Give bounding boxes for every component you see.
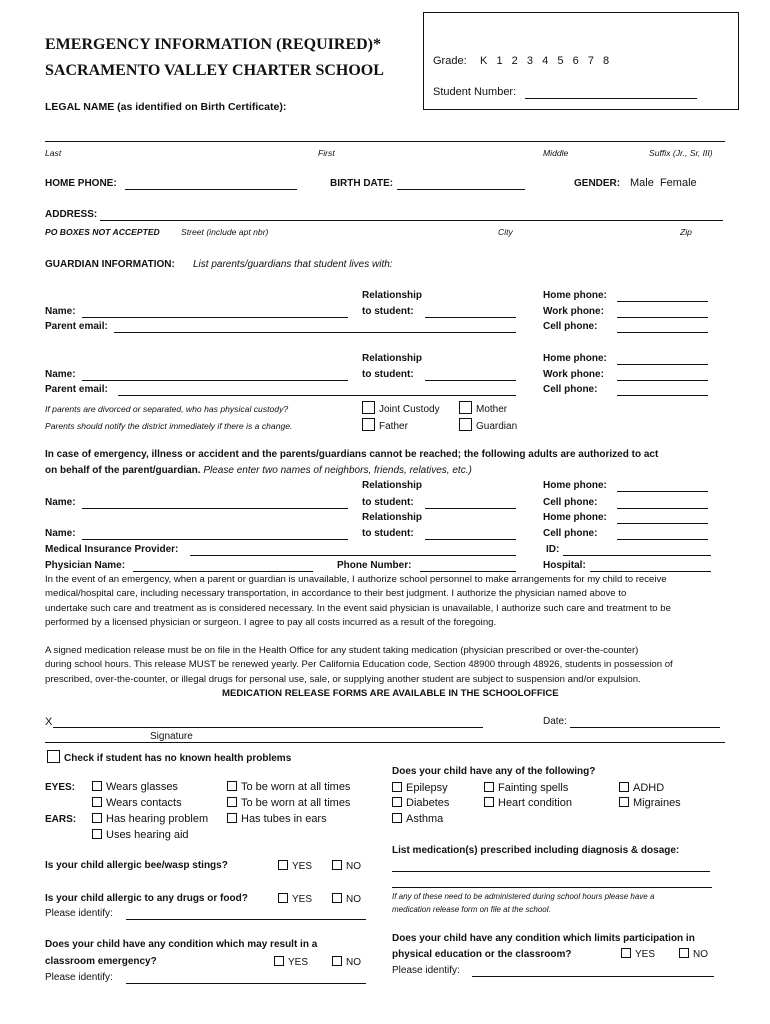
limits-question-2: physical education or the classroom? bbox=[392, 949, 572, 960]
ears-label: EARS: bbox=[45, 814, 77, 825]
mother-checkbox[interactable]: Mother bbox=[459, 401, 507, 415]
e2-name-field[interactable] bbox=[82, 539, 348, 540]
hearing-aid-checkbox[interactable]: Uses hearing aid bbox=[92, 829, 189, 841]
guardian-heading-note: List parents/guardians that student lives with: bbox=[193, 259, 393, 270]
g1-cell-phone-label: Cell phone: bbox=[543, 321, 598, 332]
physician-field[interactable] bbox=[133, 571, 313, 572]
g1-email-field[interactable] bbox=[114, 332, 516, 333]
e1-home-phone-field[interactable] bbox=[617, 491, 708, 492]
g1-to-student-label: to student: bbox=[362, 306, 414, 317]
checkbox-icon bbox=[362, 401, 375, 414]
contacts-all-times-checkbox[interactable]: To be worn at all times bbox=[227, 797, 350, 809]
e1-home-phone-label: Home phone: bbox=[543, 480, 607, 491]
guardian-heading: GUARDIAN INFORMATION: bbox=[45, 259, 175, 270]
e2-home-phone-field[interactable] bbox=[617, 523, 708, 524]
last-label: Last bbox=[45, 148, 62, 158]
birth-date-field[interactable] bbox=[397, 189, 525, 190]
checkbox-icon bbox=[459, 401, 472, 414]
tubes-checkbox[interactable]: Has tubes in ears bbox=[227, 813, 327, 825]
section-divider bbox=[45, 742, 725, 743]
notify-note: Parents should notify the district immediately if there is a change. bbox=[45, 421, 293, 431]
drug-identify-field[interactable] bbox=[126, 919, 366, 920]
g2-cell-phone-label: Cell phone: bbox=[543, 384, 598, 395]
limits-question-1: Does your child have any condition which limits participation in bbox=[392, 933, 695, 944]
insurance-label: Medical Insurance Provider: bbox=[45, 544, 179, 555]
physician-label: Physician Name: bbox=[45, 560, 126, 571]
g2-name-label: Name: bbox=[45, 369, 76, 380]
condition-no-checkbox[interactable]: NO bbox=[332, 956, 361, 968]
suffix-label: Suffix (Jr., Sr, III) bbox=[649, 148, 713, 158]
admin-note-1: If any of these need to be administered during school hours please have a bbox=[392, 892, 655, 901]
form-title-line1: EMERGENCY INFORMATION (REQUIRED)* bbox=[45, 36, 381, 53]
date-field[interactable] bbox=[570, 727, 720, 728]
adhd-checkbox[interactable]: ADHD bbox=[619, 782, 664, 794]
g2-cell-phone-field[interactable] bbox=[617, 395, 708, 396]
g1-home-phone-label: Home phone: bbox=[543, 290, 607, 301]
condition-yes-checkbox[interactable]: YES bbox=[274, 956, 308, 968]
condition-identify-field[interactable] bbox=[126, 983, 366, 984]
g1-home-phone-field[interactable] bbox=[617, 301, 708, 302]
e1-relationship-label: Relationship bbox=[362, 480, 423, 491]
g2-home-phone-label: Home phone: bbox=[543, 353, 607, 364]
g2-home-phone-field[interactable] bbox=[617, 364, 708, 365]
e1-name-label: Name: bbox=[45, 497, 76, 508]
e2-name-label: Name: bbox=[45, 528, 76, 539]
checkbox-icon bbox=[484, 782, 494, 792]
checkbox-icon bbox=[332, 893, 342, 903]
drug-question: Is your child allergic to any drugs or food? bbox=[45, 893, 248, 904]
checkbox-icon bbox=[92, 797, 102, 807]
city-label: City bbox=[498, 227, 513, 237]
limits-identify-label: Please identify: bbox=[392, 965, 460, 976]
g1-name-field[interactable] bbox=[82, 317, 348, 318]
e2-to-student-label: to student: bbox=[362, 528, 414, 539]
medication-paragraph: A signed medication release must be on file in the Health Office for any student taking medication (physician prescribed or over-the-counter) during school hours. This release MUST be renewed yearly. Per California Education code, Section 48900 through 48926, students in possession of prescribed, over-the-counter, or illegal drugs for personal use, sale, or supplying another student are subject to suspension and/or expulsion. bbox=[45, 645, 673, 685]
diabetes-checkbox[interactable]: Diabetes bbox=[392, 797, 449, 809]
legal-name-label: LEGAL NAME (as identified on Birth Certificate): bbox=[45, 101, 287, 113]
g2-work-phone-field[interactable] bbox=[617, 380, 708, 381]
checkbox-icon bbox=[92, 829, 102, 839]
g2-email-field[interactable] bbox=[118, 395, 516, 396]
father-checkbox[interactable]: Father bbox=[362, 418, 408, 432]
po-boxes-note: PO BOXES NOT ACCEPTED bbox=[45, 227, 160, 237]
first-label: First bbox=[318, 148, 335, 158]
g1-cell-phone-field[interactable] bbox=[617, 332, 708, 333]
g2-relationship-label: Relationship bbox=[362, 353, 423, 364]
g2-to-student-label: to student: bbox=[362, 369, 414, 380]
condition-question-1: Does your child have any condition which may result in a bbox=[45, 939, 318, 950]
drug-no-checkbox[interactable]: NO bbox=[332, 893, 361, 905]
student-number-field[interactable] bbox=[525, 98, 697, 99]
wears-glasses-checkbox[interactable]: Wears glasses bbox=[92, 781, 178, 793]
g2-email-label: Parent email: bbox=[45, 384, 108, 395]
form-title-line2: SACRAMENTO VALLEY CHARTER SCHOOL bbox=[45, 62, 384, 79]
date-label: Date: bbox=[543, 716, 567, 727]
admin-note-2: medication release form on file at the school. bbox=[392, 905, 551, 914]
e1-cell-phone-label: Cell phone: bbox=[543, 497, 598, 508]
street-label: Street (include apt nbr) bbox=[181, 227, 269, 237]
limits-no-checkbox[interactable]: NO bbox=[679, 948, 708, 960]
asthma-checkbox[interactable]: Asthma bbox=[392, 813, 443, 825]
list-meds-label: List medication(s) prescribed including diagnosis & dosage: bbox=[392, 845, 680, 856]
g2-relationship-field[interactable] bbox=[425, 380, 516, 381]
checkbox-icon bbox=[278, 893, 288, 903]
checkbox-icon bbox=[392, 813, 402, 823]
checkbox-icon bbox=[332, 860, 342, 870]
signature-label: Signature bbox=[150, 731, 193, 742]
student-number-label: Student Number: bbox=[433, 86, 517, 98]
gender-options[interactable]: Male Female bbox=[630, 177, 697, 189]
drug-identify-label: Please identify: bbox=[45, 908, 113, 919]
g1-email-label: Parent email: bbox=[45, 321, 108, 332]
limits-yes-checkbox[interactable]: YES bbox=[621, 948, 655, 960]
checkbox-icon bbox=[619, 782, 629, 792]
insurance-field[interactable] bbox=[190, 555, 516, 556]
migraines-checkbox[interactable]: Migraines bbox=[619, 797, 681, 809]
emergency-intro-2: on behalf of the parent/guardian. Please enter two names of neighbors, friends, relatives, etc.) bbox=[45, 465, 472, 476]
eyes-label: EYES: bbox=[45, 782, 76, 793]
checkbox-icon bbox=[227, 813, 237, 823]
middle-label: Middle bbox=[543, 148, 569, 158]
g2-work-phone-label: Work phone: bbox=[543, 369, 604, 380]
checkbox-icon bbox=[392, 797, 402, 807]
checkbox-icon bbox=[459, 418, 472, 431]
checkbox-icon bbox=[227, 797, 237, 807]
joint-custody-checkbox[interactable]: Joint Custody bbox=[362, 401, 440, 415]
zip-label: Zip bbox=[680, 227, 692, 237]
hearing-problem-checkbox[interactable]: Has hearing problem bbox=[92, 813, 208, 825]
g1-name-label: Name: bbox=[45, 306, 76, 317]
checkbox-icon bbox=[621, 948, 631, 958]
phone-number-label: Phone Number: bbox=[337, 560, 412, 571]
e1-cell-phone-field[interactable] bbox=[617, 508, 708, 509]
bee-question: Is your child allergic bee/wasp stings? bbox=[45, 860, 228, 871]
physician-phone-field[interactable] bbox=[420, 571, 516, 572]
g1-relationship-label: Relationship bbox=[362, 290, 423, 301]
checkbox-icon bbox=[484, 797, 494, 807]
checkbox-icon bbox=[92, 813, 102, 823]
checkbox-icon bbox=[332, 956, 342, 966]
gender-label: GENDER: bbox=[574, 178, 621, 189]
g1-work-phone-field[interactable] bbox=[617, 317, 708, 318]
g1-work-phone-label: Work phone: bbox=[543, 306, 604, 317]
signature-x: X bbox=[45, 716, 53, 728]
guardian-checkbox[interactable]: Guardian bbox=[459, 418, 517, 432]
drug-yes-checkbox[interactable]: YES bbox=[278, 893, 312, 905]
limits-identify-field[interactable] bbox=[472, 976, 714, 977]
id-field[interactable] bbox=[563, 555, 711, 556]
checkbox-icon bbox=[362, 418, 375, 431]
condition-identify-label: Please identify: bbox=[45, 972, 113, 983]
fainting-checkbox[interactable]: Fainting spells bbox=[484, 782, 568, 794]
custody-question: If parents are divorced or separated, who has physical custody? bbox=[45, 404, 289, 414]
grade-label: Grade: bbox=[433, 55, 467, 67]
no-health-problems-checkbox[interactable]: Check if student has no known health problems bbox=[47, 750, 291, 764]
hospital-label: Hospital: bbox=[543, 560, 586, 571]
e2-relationship-label: Relationship bbox=[362, 512, 423, 523]
wears-contacts-checkbox[interactable]: Wears contacts bbox=[92, 797, 182, 809]
e2-cell-phone-field[interactable] bbox=[617, 539, 708, 540]
checkbox-icon bbox=[227, 781, 237, 791]
checkbox-icon bbox=[619, 797, 629, 807]
glasses-all-times-checkbox[interactable]: To be worn at all times bbox=[227, 781, 350, 793]
meds-field-2[interactable] bbox=[392, 887, 712, 888]
authorization-paragraph: In the event of an emergency, when a parent or guardian is unavailable, I authorize school personnel to make arrangements for my child to receive medical/hospital care, including necessary transportation, in accordance to their best judgment. I authorize the physician named above to undertake such care and treatment as is considered necessary. In the event said physician is unavailable, I authorize such care and treatment to be performed by a licensed physician or surgeon. I agree to pay all costs incurred as a result of the foregoing. bbox=[45, 574, 671, 629]
following-question: Does your child have any of the following? bbox=[392, 766, 596, 777]
bee-no-checkbox[interactable]: NO bbox=[332, 860, 361, 872]
g1-relationship-field[interactable] bbox=[425, 317, 516, 318]
hospital-field[interactable] bbox=[590, 571, 711, 572]
e1-to-student-label: to student: bbox=[362, 497, 414, 508]
address-label: ADDRESS: bbox=[45, 209, 98, 220]
e1-name-field[interactable] bbox=[82, 508, 348, 509]
bee-yes-checkbox[interactable]: YES bbox=[278, 860, 312, 872]
e2-home-phone-label: Home phone: bbox=[543, 512, 607, 523]
grade-options[interactable]: K 1 2 3 4 5 6 7 8 bbox=[480, 55, 611, 67]
address-field[interactable] bbox=[100, 220, 723, 221]
birth-date-label: BIRTH DATE: bbox=[330, 178, 394, 189]
legal-name-field[interactable] bbox=[45, 141, 725, 142]
e2-relationship-field[interactable] bbox=[425, 539, 516, 540]
home-phone-field[interactable] bbox=[125, 189, 297, 190]
checkbox-icon bbox=[392, 782, 402, 792]
e1-relationship-field[interactable] bbox=[425, 508, 516, 509]
id-label: ID: bbox=[546, 544, 560, 555]
checkbox-icon bbox=[92, 781, 102, 791]
checkbox-icon bbox=[274, 956, 284, 966]
checkbox-icon bbox=[47, 750, 60, 763]
condition-question-2: classroom emergency? bbox=[45, 956, 157, 967]
meds-field-1[interactable] bbox=[392, 871, 710, 872]
checkbox-icon bbox=[278, 860, 288, 870]
medication-forms-note: MEDICATION RELEASE FORMS ARE AVAILABLE IN THE SCHOOLOFFICE bbox=[222, 688, 559, 699]
epilepsy-checkbox[interactable]: Epilepsy bbox=[392, 782, 448, 794]
home-phone-label: HOME PHONE: bbox=[45, 178, 117, 189]
heart-condition-checkbox[interactable]: Heart condition bbox=[484, 797, 572, 809]
signature-field[interactable] bbox=[53, 727, 483, 728]
g2-name-field[interactable] bbox=[82, 380, 348, 381]
e2-cell-phone-label: Cell phone: bbox=[543, 528, 598, 539]
emergency-intro: In case of emergency, illness or accident and the parents/guardians cannot be reached; the following adults are authorized to act bbox=[45, 449, 659, 460]
checkbox-icon bbox=[679, 948, 689, 958]
